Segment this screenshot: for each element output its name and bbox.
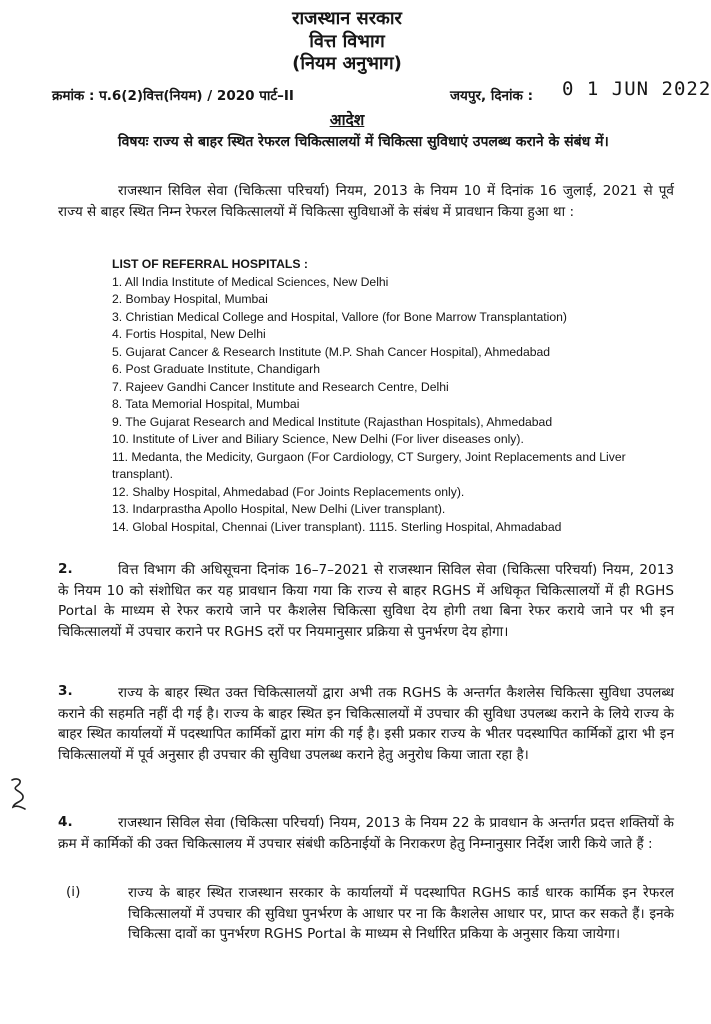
list-item: 4. Fortis Hospital, New Delhi xyxy=(112,327,266,341)
intro-paragraph: राजस्थान सिविल सेवा (चिकित्सा परिचर्या) नियम, 2013 के नियम 10 में दिनांक 16 जुलाई, 2021 से पूर्व राज्य से बाहर स्थित निम्न रेफरल चिकित्सालयों में चिकित्सा सुविधाओं के संबंध में प्रावधान किया हुआ था : xyxy=(58,183,674,220)
paragraph-3-text: राज्य के बाहर स्थित उक्त चिकित्सालयों द्वारा अभी तक RGHS के अन्तर्गत कैशलेस चिकित्सा सुविधा उपलब्ध कराने की सहमति नहीं दी गई है। राज्य के बाहर स्थित इन चिकित्सालयों में उपचार की सुविधा उपलब्ध कराने के लिये राज्य के बाहर स्थित कार्यालयों में पदस्थापित कार्मिकों द्वारा मांग की गई है। इसी प्रकार राज्य के भीतर पदस्थापित कार्मिकों द्वारा भी इन चिकित्सालयों में पूर्व अनुसार ही उपचार की सुविधा उपलब्ध कराने हेतु अनुरोध किया जाता रहा है। xyxy=(58,685,674,763)
list-item: 5. Gujarat Cancer & Research Institute (M.P. Shah Cancer Hospital), Ahmedabad xyxy=(112,344,551,359)
paragraph-4-number: 4. xyxy=(58,814,73,830)
place-date-label: जयपुर, दिनांक : xyxy=(450,88,533,104)
list-item: 1. All India Institute of Medical Sciences, New Delhi xyxy=(112,274,389,289)
paragraph-3-number: 3. xyxy=(58,683,73,699)
paragraph-2-number: 2. xyxy=(58,561,73,577)
list-item: 13. Indarprastha Apollo Hospital, New Delhi (Liver transplant). xyxy=(112,502,446,516)
date-stamp: 0 1 JUN 2022 xyxy=(562,78,711,100)
header-department: वित्त विभाग xyxy=(309,31,385,52)
list-item: 3. Christian Medical College and Hospital, Vallore (for Bone Marrow Transplantation) xyxy=(112,309,567,324)
paragraph-4-text: राजस्थान सिविल सेवा (चिकित्सा परिचर्या) नियम, 2013 के नियम 22 के प्रावधान के अन्तर्गत प्रदत्त शक्तियों के क्रम में कार्मिकों की उक्त चिकित्सालय में उपचार संबंधी कठिनाईयों के निराकरण हेतु निम्नानुसार निर्देश जारी किये जाते हैं : xyxy=(58,815,674,852)
subject-line: विषयः राज्य से बाहर स्थित रेफरल चिकित्सालयों में चिकित्सा सुविधाएं उपलब्ध कराने के संबंध में। xyxy=(118,134,609,150)
order-title xyxy=(0,108,694,130)
sub-point-number: (i) xyxy=(66,884,81,900)
handwritten-margin-mark xyxy=(6,776,32,812)
list-item: 14. Global Hospital, Chennai (Liver transplant). 1115. Sterling Hospital, Ahmadabad xyxy=(112,519,562,534)
list-item: 10. Institute of Liver and Biliary Science, New Delhi (For liver diseases only). xyxy=(112,432,524,446)
sub-point-text: राज्य के बाहर स्थित राजस्थान सरकार के कार्यालयों में पदस्थापित RGHS कार्ड धारक कार्मिक इन रेफरल चिकित्सालयों में उपचार की सुविधा पुनर्भरण के आधार पर ना कि कैशलेस आधार पर, प्राप्त कर सकते हैं। इनके चिकित्सा दावों का पुनर्भरण RGHS Portal के माध्यम से निर्धारित प्रकिया के अनुसार किया जायेगा। xyxy=(128,885,674,943)
reference-number: क्रमांक : प.6(2)वित्त(नियम) / 2020 पार्ट–II xyxy=(52,88,294,104)
list-item: 9. The Gujarat Research and Medical Institute (Rajasthan Hospitals), Ahmedabad xyxy=(112,414,553,429)
list-item: 11. Medanta, the Medicity, Gurgaon (For Cardiology, CT Surgery, Joint Replacements and Liver transplant). xyxy=(112,449,626,481)
order-title-text: आदेश xyxy=(329,111,365,129)
list-item: 12. Shalby Hospital, Ahmedabad (For Joints Replacements only). xyxy=(112,484,465,499)
header-section: (नियम अनुभाग) xyxy=(292,53,402,74)
list-item: 8. Tata Memorial Hospital, Mumbai xyxy=(112,397,300,411)
paragraph-2-text: वित्त विभाग की अधिसूचना दिनांक 16–7–2021 से राजस्थान सिविल सेवा (चिकित्सा परिचर्या) नियम, 2013 के नियम 10 को संशोधित कर यह प्रावधान किया गया कि राज्य से बाहर RGHS में अधिकृत चिकित्सालयों में ही RGHS Portal के माध्यम से रेफर कराये जाने पर कैशलेस चिकित्सा सुविधा देय होगी तथा बिना रेफर कराये जाने पर भी इन चिकित्सालयों में उपचार कराने पर RGHS दरों पर नियमानुसार प्रक्रिया से पुनर्भरण देय होगा। xyxy=(58,562,674,640)
list-item: 7. Rajeev Gandhi Cancer Institute and Research Centre, Delhi xyxy=(112,379,449,394)
referral-hospital-list xyxy=(112,256,672,536)
list-item: 2. Bombay Hospital, Mumbai xyxy=(112,292,268,306)
header-government: राजस्थान सरकार xyxy=(292,8,402,29)
list-title: LIST OF REFERRAL HOSPITALS : xyxy=(112,257,308,271)
list-item: 6. Post Graduate Institute, Chandigarh xyxy=(112,362,320,376)
